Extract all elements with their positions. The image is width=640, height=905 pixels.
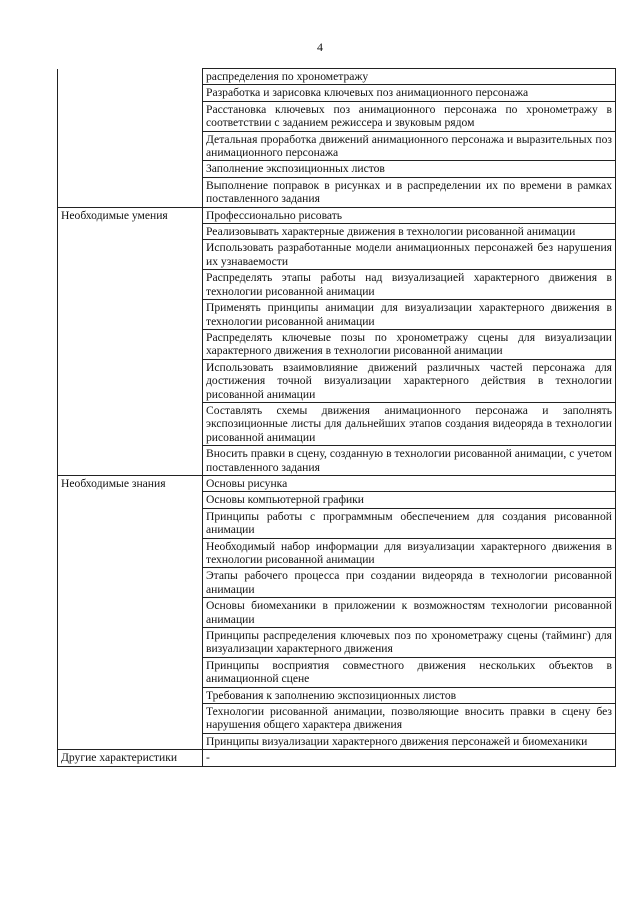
table-row (58, 69, 616, 85)
table-cell: Необходимый набор информации для визуализации характерного движения в технологии рисованной анимации (203, 538, 616, 568)
table-cell: Принципы распределения ключевых поз по хронометражу сцены (тайминг) для визуализации характерного движения (203, 628, 616, 658)
table-cell: распределения по хронометражу (203, 69, 616, 85)
section-label: Необходимые умения (58, 207, 203, 475)
table-cell: - (203, 750, 616, 766)
section-label: Другие характеристики (58, 750, 203, 766)
table-cell: Разработка и зарисовка ключевых поз анимационного персонажа (203, 85, 616, 101)
table-cell: Технологии рисованной анимации, позволяющие вносить правки в сцену без нарушения общего характера движения (203, 704, 616, 734)
requirements-table-body (58, 69, 616, 767)
table-cell: Основы биомеханики в приложении к возможностям технологии рисованной анимации (203, 598, 616, 628)
page-number: 4 (317, 40, 323, 54)
section-label: Необходимые знания (58, 475, 203, 749)
table-cell: Профессионально рисовать (203, 207, 616, 223)
table-cell: Выполнение поправок в рисунках и в распределении их по времени в рамках поставленного задания (203, 177, 616, 207)
table-cell: Распределять этапы работы над визуализацией характерного движения в технологии рисованной анимации (203, 270, 616, 300)
table-cell: Распределять ключевые позы по хронометражу сцены для визуализации характерного движения в технологии рисованной анимации (203, 329, 616, 359)
table-cell: Требования к заполнению экспозиционных листов (203, 687, 616, 703)
table-cell: Основы компьютерной графики (203, 492, 616, 508)
table-cell: Принципы восприятия совместного движения нескольких объектов в анимационной сцене (203, 657, 616, 687)
table-cell: Принципы работы с программным обеспечением для создания рисованной анимации (203, 508, 616, 538)
table-row (58, 750, 616, 766)
table-cell: Реализовывать характерные движения в технологии рисованной анимации (203, 224, 616, 240)
table-cell: Принципы визуализации характерного движения персонажей и биомеханики (203, 733, 616, 749)
table-cell: Применять принципы анимации для визуализации характерного движения в технологии рисованной анимации (203, 300, 616, 330)
table-cell: Этапы рабочего процесса при создании видеоряда в технологии рисованной анимации (203, 568, 616, 598)
table-cell: Основы рисунка (203, 475, 616, 491)
table-cell: Детальная проработка движений анимационного персонажа и выразительных поз анимационного персонажа (203, 131, 616, 161)
section-label (58, 69, 203, 208)
table-cell: Заполнение экспозиционных листов (203, 161, 616, 177)
table-cell: Вносить правки в сцену, созданную в технологии рисованной анимации, с учетом поставленного задания (203, 446, 616, 476)
table-cell: Использовать взаимовлияние движений различных частей персонажа для достижения точной визуализации характерного действия в технологии рисованной анимации (203, 359, 616, 402)
table-cell: Составлять схемы движения анимационного персонажа и заполнять экспозиционные листы для дальнейших этапов создания видеоряда в технологии рисованной анимации (203, 402, 616, 445)
table-row (58, 207, 616, 223)
table-cell: Расстановка ключевых поз анимационного персонажа по хронометражу в соответствии с заданием режиссера и звуковым рядом (203, 101, 616, 131)
table-row (58, 475, 616, 491)
requirements-table (57, 68, 616, 767)
table-cell: Использовать разработанные модели анимационных персонажей без нарушения их узнаваемости (203, 240, 616, 270)
